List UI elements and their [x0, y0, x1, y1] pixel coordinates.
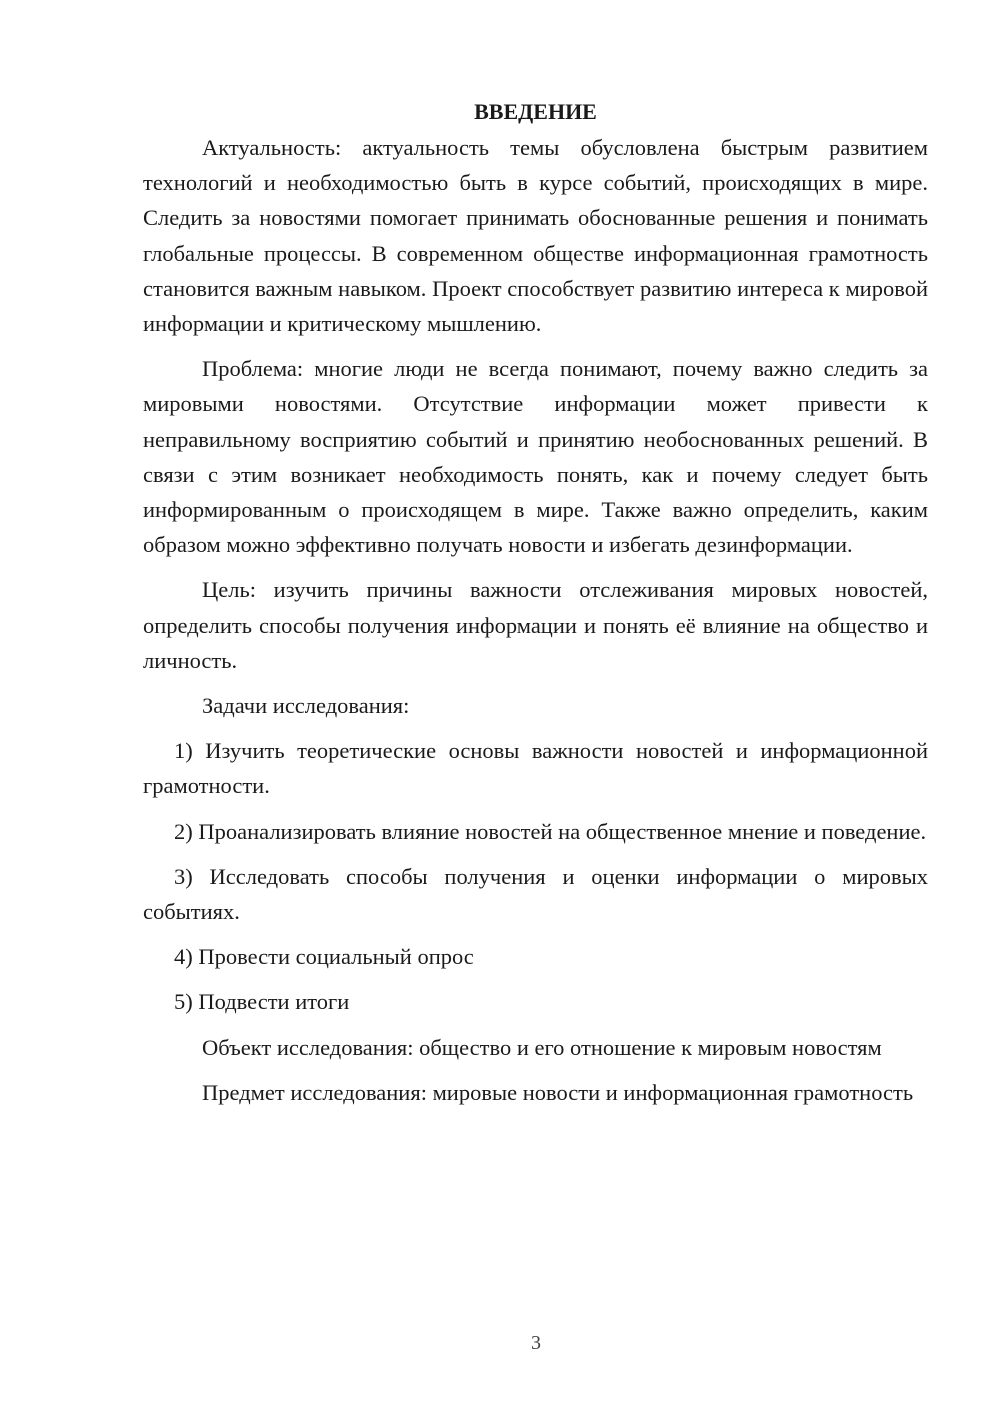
page-number: 3 [531, 1332, 541, 1354]
tasks-heading: Задачи исследования: [202, 693, 410, 719]
document-body [143, 94, 928, 1120]
subject-paragraph: Предмет исследования: мировые новости и информационная грамотность [202, 1079, 914, 1105]
task-item-5: 5) Подвести итоги [174, 989, 350, 1015]
task-item-4: 4) Провести социальный опрос [174, 944, 474, 970]
problem-paragraph: Проблема: многие люди не всегда понимают, почему важно следить за мировыми новостями. Отсутствие информации может привести к неправильному восприятию событий и принятию необоснованных решений. В связи с этим возникает необходимость понять, как и почему следует быть информированным о происходящем в мире. Также важно определить, каким образом можно эффективно получать новости и избегать дезинформации. [143, 356, 928, 558]
goal-paragraph: Цель: изучить причины важности отслеживания мировых новостей, определить способы получения информации и понять её влияние на общество и личность. [143, 577, 928, 673]
relevance-paragraph: Актуальность: актуальность темы обусловлена быстрым развитием технологий и необходимостью быть в курсе событий, происходящих в мире. Следить за новостями помогает принимать обоснованные решения и понимать глобальные процессы. В современном обществе информационная грамотность становится важным навыком. Проект способствует развитию интереса к мировой информации и критическому мышлению. [143, 135, 928, 337]
task-item-2: 2) Проанализировать влияние новостей на общественное мнение и поведение. [174, 818, 927, 844]
task-item-1: 1) Изучить теоретические основы важности новостей и информационной грамотности. [143, 738, 928, 799]
task-item-3: 3) Исследовать способы получения и оценки информации о мировых событиях. [143, 863, 928, 925]
object-paragraph: Объект исследования: общество и его отношение к мировым новостям [202, 1034, 882, 1060]
section-heading: ВВЕДЕНИЕ [474, 99, 597, 124]
